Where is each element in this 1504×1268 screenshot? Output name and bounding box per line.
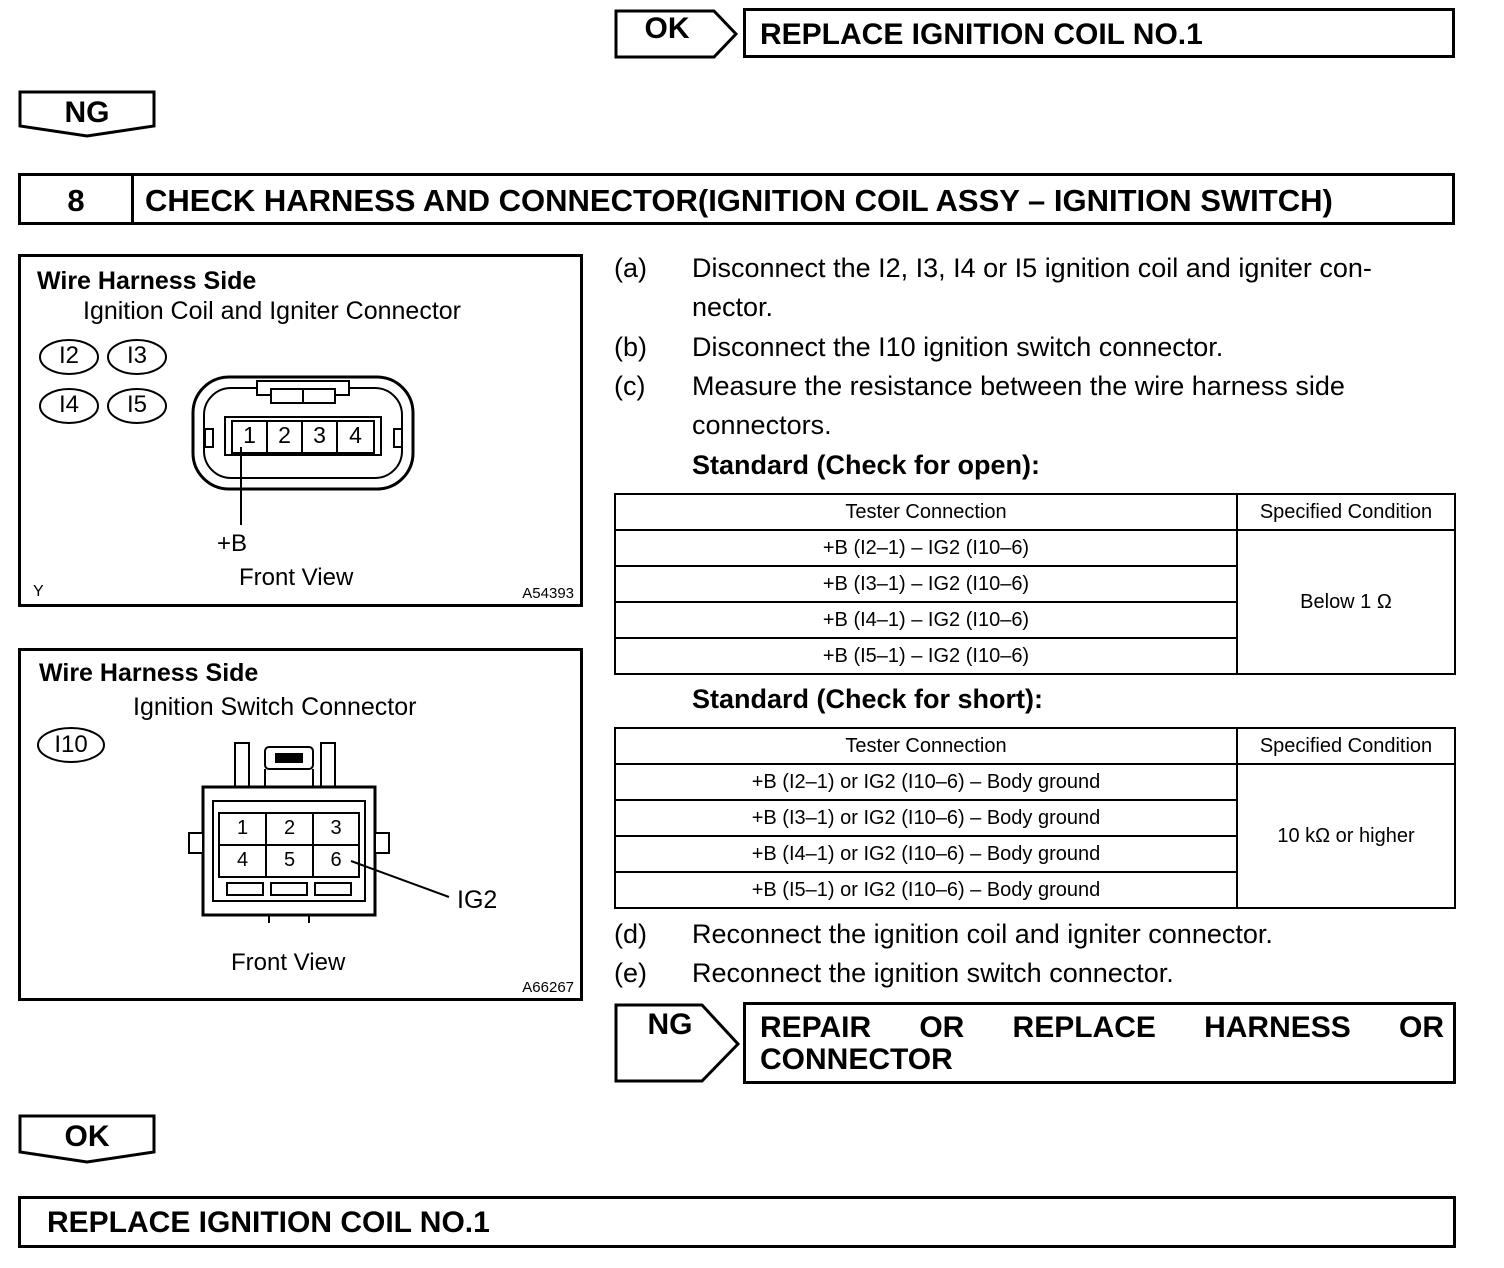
fig1-subheading: Ignition Coil and Igniter Connector	[83, 297, 462, 325]
fig2-heading: Wire Harness Side	[39, 659, 259, 687]
switch-pin-6: 6	[330, 849, 342, 871]
top-result-box	[743, 8, 1455, 58]
fig1-view-label: Front View	[239, 564, 354, 591]
table-header-row	[615, 494, 1455, 530]
instruction-c-line2: connectors.	[692, 410, 832, 440]
ng-down-label: NG	[64, 96, 110, 129]
coil-pin-4: 4	[349, 422, 362, 448]
connector-id-i2: I2	[58, 342, 79, 369]
table-cell: +B (I2–1) or IG2 (I10–6) – Body ground	[615, 764, 1237, 800]
standard-open-heading: Standard (Check for open):	[692, 450, 1041, 480]
repair-result-line2: CONNECTOR	[760, 1043, 953, 1076]
instruction-b-line1: Disconnect the I10 ignition switch connector.	[692, 332, 1224, 362]
table-header-row	[615, 728, 1455, 764]
switch-pin-5: 5	[283, 849, 296, 871]
switch-terminal-label: IG2	[457, 886, 498, 914]
final-result-box	[18, 1196, 1456, 1248]
top-result-text: REPLACE IGNITION COIL NO.1	[760, 18, 1203, 51]
table-row	[615, 764, 1455, 800]
table-condition-cell: 10 kΩ or higher	[1237, 764, 1455, 908]
switch-pin-4: 4	[236, 849, 249, 871]
instruction-a-line2: nector.	[692, 292, 774, 322]
step-title: CHECK HARNESS AND CONNECTOR(IGNITION COIL ASSY – IGNITION SWITCH)	[145, 183, 1333, 218]
instruction-e-text: Reconnect the ignition switch connector.	[692, 958, 1174, 988]
table-cell: +B (I4–1) – IG2 (I10–6)	[615, 602, 1237, 638]
standard-open-table	[614, 493, 1456, 675]
table-cell: +B (I3–1) – IG2 (I10–6)	[615, 566, 1237, 602]
fig2-subheading: Ignition Switch Connector	[133, 693, 417, 721]
coil-pin-2: 2	[278, 422, 291, 448]
table-cell: +B (I5–1) or IG2 (I10–6) – Body ground	[615, 872, 1237, 908]
fig1-corner-letter: Y	[33, 583, 44, 600]
connector-id-i4: I4	[58, 391, 79, 418]
fig2-figure-code: A66267	[522, 979, 574, 996]
switch-pin-3: 3	[330, 817, 342, 839]
standard-short-table	[614, 727, 1456, 909]
final-result-text: REPLACE IGNITION COIL NO.1	[47, 1206, 490, 1239]
figure-ignition-coil-connector	[18, 254, 583, 607]
switch-pin-2: 2	[283, 817, 296, 839]
fig1-heading: Wire Harness Side	[37, 267, 257, 295]
instruction-c-line1: Measure the resistance between the wire harness side	[692, 371, 1345, 401]
step-divider	[131, 176, 134, 222]
table-header-cell: Tester Connection	[615, 728, 1237, 764]
standard-short-heading: Standard (Check for short):	[692, 684, 1044, 714]
instruction-a-line1: Disconnect the I2, I3, I4 or I5 ignition coil and igniter con-	[692, 253, 1372, 283]
table-condition-cell: Below 1 Ω	[1237, 530, 1455, 674]
instruction-e-letter: (e)	[614, 958, 647, 988]
figure-ignition-switch-connector	[18, 648, 583, 1001]
fig1-figure-code: A54393	[522, 585, 574, 602]
table-row	[615, 530, 1455, 566]
coil-pin-3: 3	[313, 422, 326, 448]
instruction-a-letter: (a)	[614, 253, 647, 283]
connector-id-i3: I3	[126, 342, 147, 369]
step-header	[18, 173, 1455, 225]
ok-down-label: OK	[64, 1120, 110, 1153]
repair-result-box	[743, 1002, 1456, 1084]
ng-arrow-right-label: NG	[647, 1008, 693, 1041]
table-cell: +B (I2–1) – IG2 (I10–6)	[615, 530, 1237, 566]
table-cell: +B (I3–1) or IG2 (I10–6) – Body ground	[615, 800, 1237, 836]
connector-id-i5: I5	[126, 391, 147, 418]
instruction-c-letter: (c)	[614, 371, 646, 401]
instruction-d-text: Reconnect the ignition coil and igniter connector.	[692, 919, 1273, 949]
table-header-cell: Specified Condition	[1237, 494, 1455, 530]
step-number: 8	[67, 183, 85, 218]
table-header-cell: Tester Connection	[615, 494, 1237, 530]
table-cell: +B (I4–1) or IG2 (I10–6) – Body ground	[615, 836, 1237, 872]
ok-arrow-top-label: OK	[644, 12, 690, 45]
table-header-cell: Specified Condition	[1237, 728, 1455, 764]
connector-id-i10: I10	[54, 731, 88, 758]
instruction-b-letter: (b)	[614, 332, 647, 362]
coil-pin-1: 1	[243, 422, 256, 448]
switch-pin-1: 1	[236, 817, 249, 839]
fig2-view-label: Front View	[231, 949, 346, 976]
repair-result-line1: REPAIR OR REPLACE HARNESS OR	[760, 1011, 1444, 1044]
coil-terminal-label: +B	[217, 530, 248, 557]
table-cell: +B (I5–1) – IG2 (I10–6)	[615, 638, 1237, 674]
instruction-d-letter: (d)	[614, 919, 647, 949]
